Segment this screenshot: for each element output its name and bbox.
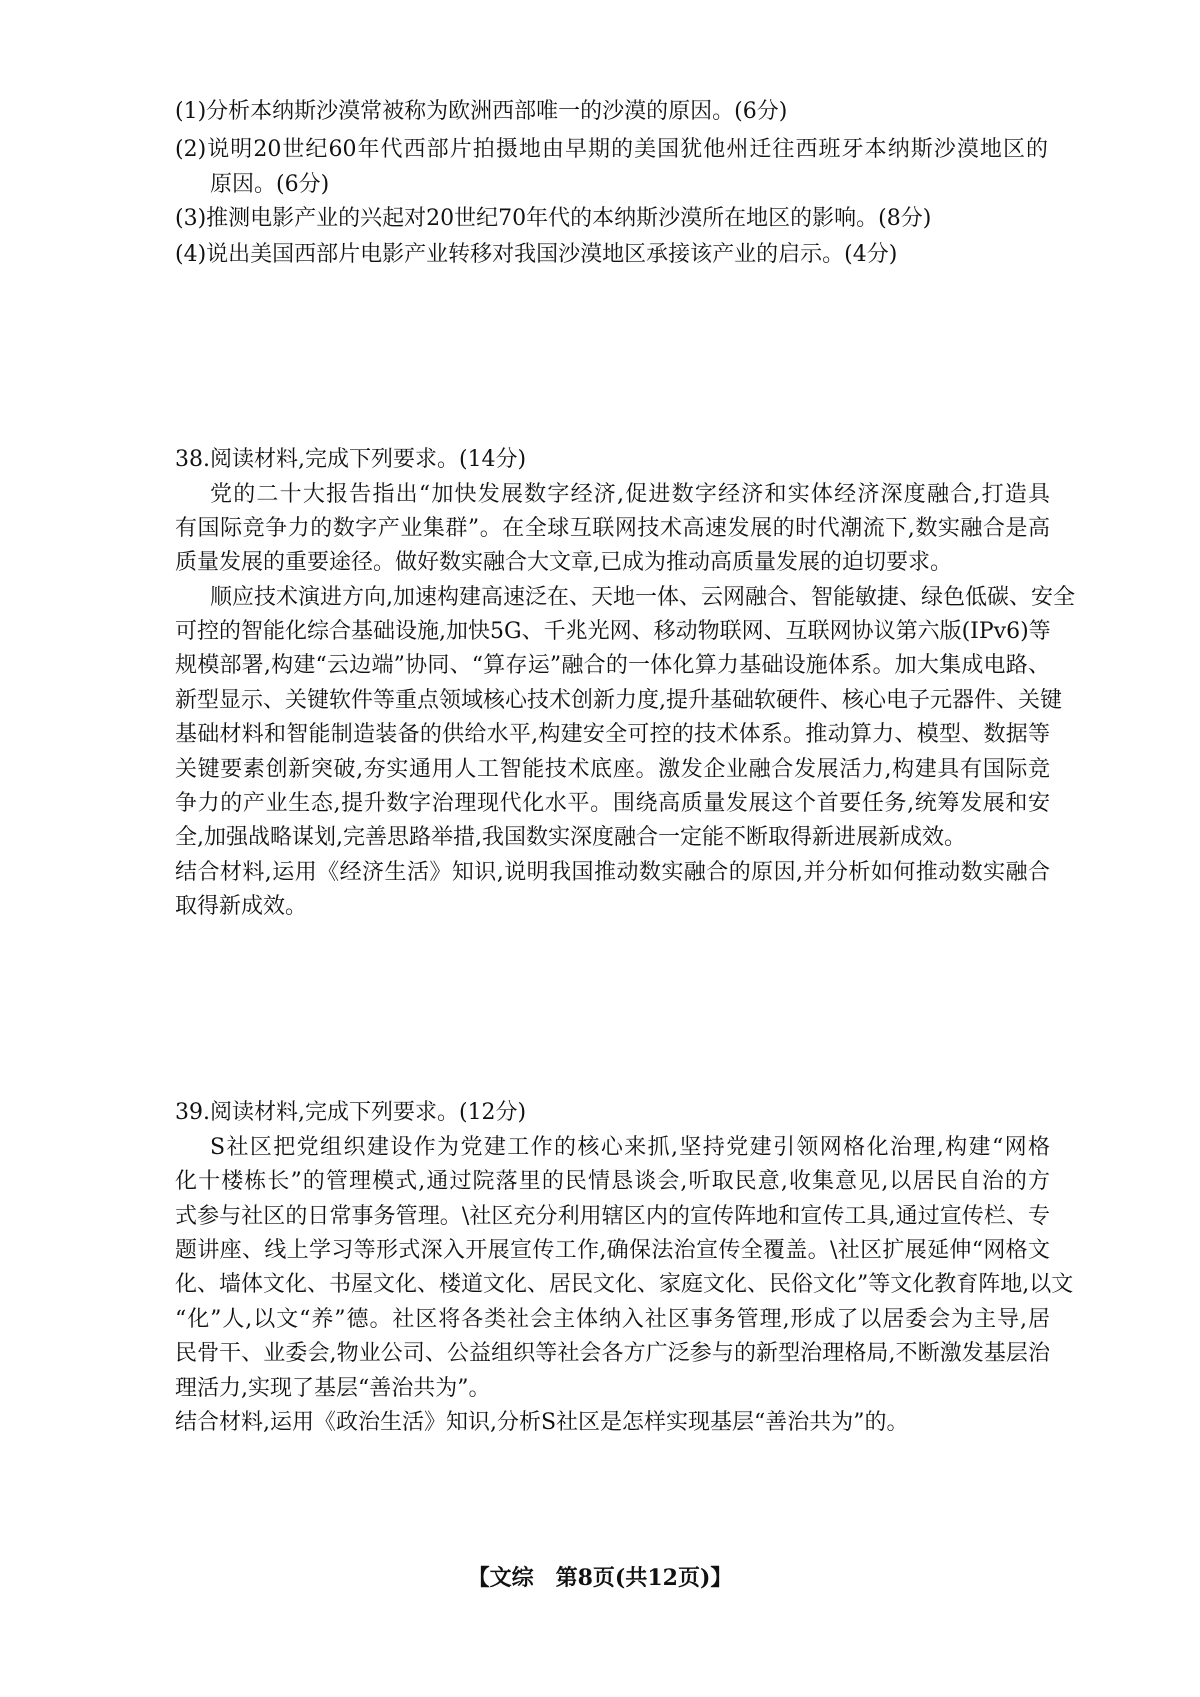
q37-sub-1: (1)分析本纳斯沙漠常被称为欧洲西部唯一的沙漠的原因。(6分) [175,99,788,124]
q39-line-6: “化”人,以文“养”德。社区将各类社会主体纳入社区事务管理,形成了以居委会为主导,居 [175,1307,1050,1332]
q38-line-1: 党的二十大报告指出“加快发展数字经济,促进数字经济和实体经济深度融合,打造具 [210,482,1050,507]
q38-line-9: 关键要素创新突破,夯实通用人工智能技术底座。激发企业融合发展活力,构建具有国际竞 [175,757,1050,782]
q38-line-8: 基础材料和智能制造装备的供给水平,构建安全可控的技术体系。推动算力、模型、数据等 [175,722,1050,747]
q38-line-7: 新型显示、关键软件等重点领域核心技术创新力度,提升基础软硬件、核心电子元器件、关键 [175,688,1062,713]
q39-line-1: S社区把党组织建设作为党建工作的核心来抓,坚持党建引领网格化治理,构建“网格 [210,1135,1050,1160]
q39-line-8: 理活力,实现了基层“善治共为”。 [175,1376,491,1401]
q37-sub-4: (4)说出美国西部片电影产业转移对我国沙漠地区承接该产业的启示。(4分) [175,242,898,267]
q38-line-10: 争力的产业生态,提升数字治理现代化水平。围绕高质量发展这个首要任务,统筹发展和安 [175,791,1050,816]
q37-sub-2-cont: 原因。(6分) [210,172,330,197]
q38-line-4: 顺应技术演进方向,加速构建高速泛在、天地一体、云网融合、智能敏捷、绿色低碳、安全 [210,585,1075,610]
q38-line-3: 质量发展的重要途径。做好数实融合大文章,已成为推动高质量发展的迫切要求。 [175,550,952,575]
q38-line-11: 全,加强战略谋划,完善思路举措,我国数实深度融合一定能不断取得新进展新成效。 [175,825,966,850]
q39-line-5: 化、墙体文化、书屋文化、楼道文化、居民文化、家庭文化、民俗文化”等文化教育阵地,以文 [175,1272,1074,1297]
q38-heading: 38.阅读材料,完成下列要求。(14分) [175,447,527,472]
q38-line-6: 规模部署,构建“云边端”协同、“算存运”融合的一体化算力基础设施体系。加大集成电路、 [175,653,1050,678]
q38-line-13: 取得新成效。 [175,894,308,919]
q39-line-9: 结合材料,运用《政治生活》知识,分析S社区是怎样实现基层“善治共为”的。 [175,1410,909,1435]
q38-line-12: 结合材料,运用《经济生活》知识,说明我国推动数实融合的原因,并分析如何推动数实融合 [175,860,1050,885]
q39-line-4: 题讲座、线上学习等形式深入开展宣传工作,确保法治宣传全覆盖。\社区扩展延伸“网格文 [175,1238,1050,1263]
q37-sub-2: (2)说明20世纪60年代西部片拍摄地由早期的美国犹他州迁往西班牙本纳斯沙漠地区的 [175,137,1048,162]
q39-line-3: 式参与社区的日常事务管理。\社区充分利用辖区内的宣传阵地和宣传工具,通过宣传栏、专 [175,1204,1050,1229]
q38-line-5: 可控的智能化综合基础设施,加快5G、千兆光网、移动物联网、互联网协议第六版(IPv6)等 [175,619,1051,644]
q39-heading: 39.阅读材料,完成下列要求。(12分) [175,1100,527,1125]
q39-line-2: 化十楼栋长”的管理模式,通过院落里的民情恳谈会,听取民意,收集意见,以居民自治的方 [175,1169,1050,1194]
q39-line-7: 民骨干、业委会,物业公司、公益组织等社会各方广泛参与的新型治理格局,不断激发基层治 [175,1341,1050,1366]
q38-line-2: 有国际竞争力的数字产业集群”。在全球互联网技术高速发展的时代潮流下,数实融合是高 [175,516,1050,541]
q37-sub-3: (3)推测电影产业的兴起对20世纪70年代的本纳斯沙漠所在地区的影响。(8分) [175,206,932,231]
page-footer: 【文综 第8页(共12页)】 [467,1565,733,1591]
